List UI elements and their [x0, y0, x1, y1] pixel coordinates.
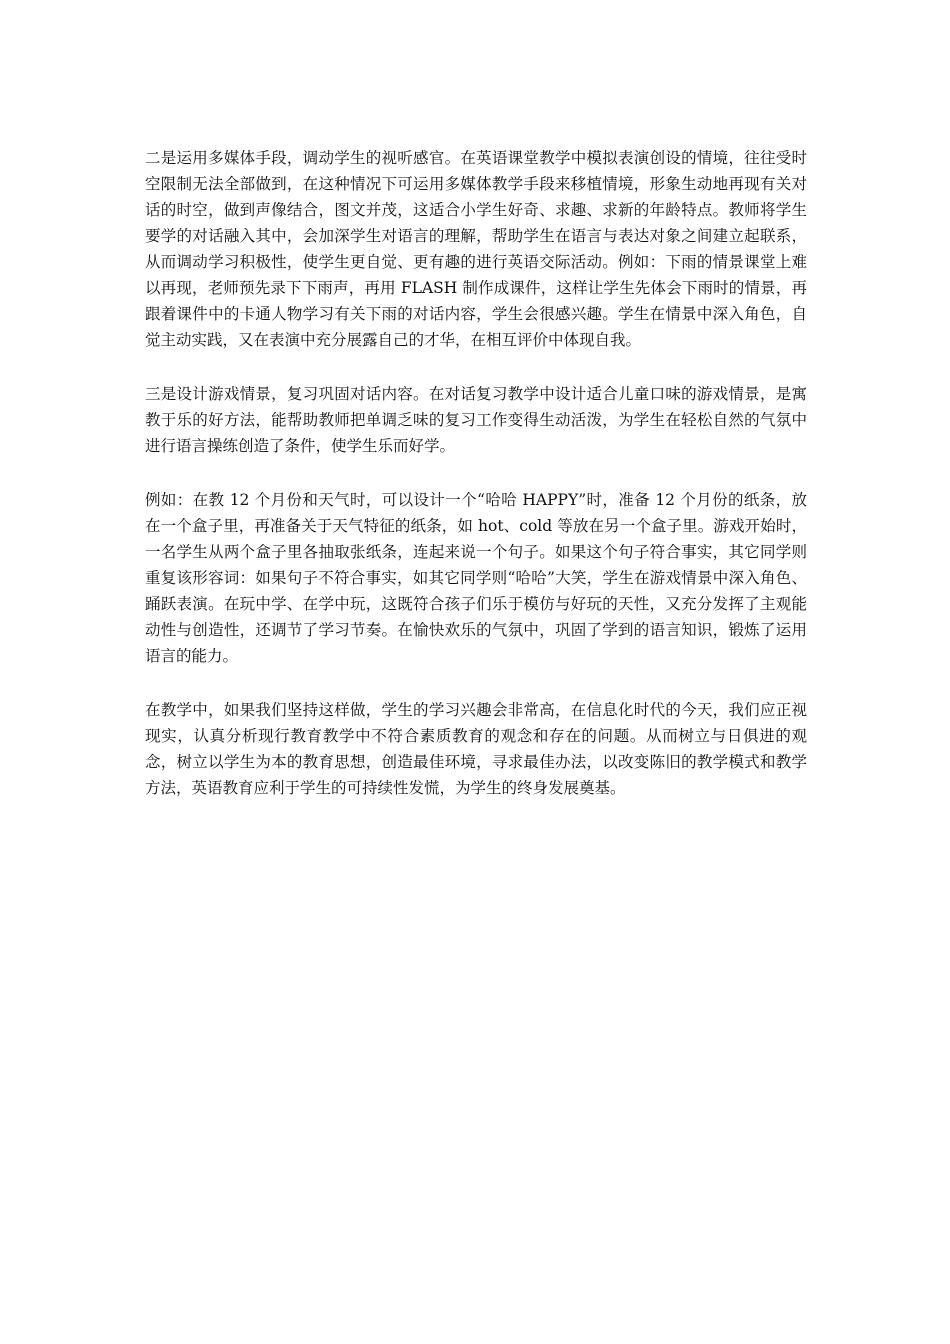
paragraph-conclusion: 在教学中，如果我们坚持这样做，学生的学习兴趣会非常高，在信息化时代的今天，我们应正视现实，认真分析现行教育教学中不符合素质教育的观念和存在的问题。从而树立与日俱进的观念，树立以学生为本的教育思想，创造最佳环境，寻求最佳办法，以改变陈旧的教学模式和教学方法，英语教育应利于学生的可持续性发慌，为学生的终身发展奠基。: [145, 701, 807, 797]
paragraph-example: 例如：在教 12 个月份和天气时，可以设计一个“哈哈 HAPPY”时，准备 12 个月份的纸条，放在一个盒子里，再准备关于天气特征的纸条，如 hot、cold 等放在另一个盒子里。游戏开始时，一名学生从两个盒子里各抽取张纸条，连起来说一个句子。如果这个句子符合事实，其它同学则重复该形容词：如果句子不符合事实，如其它同学则“哈哈”大笑，学生在游戏情景中深入角色、踊跃表演。在玩中学、在学中玩，这既符合孩子们乐于模仿与好玩的天性，又充分发挥了主观能动性与创造性，还调节了学习节奏。在愉快欢乐的气氛中，巩固了学到的语言知识，锻炼了运用语言的能力。: [145, 491, 807, 665]
paragraph-multimedia: 二是运用多媒体手段，调动学生的视听感官。在英语课堂教学中模拟表演创设的情境，往往受时空限制无法全部做到，在这种情况下可运用多媒体教学手段来移植情境，形象生动地再现有关对话的时空，做到声像结合，图文并茂，这适合小学生好奇、求趣、求新的年龄特点。教师将学生要学的对话融入其中，会加深学生对语言的理解，帮助学生在语言与表达对象之间建立起联系，从而调动学习积极性，使学生更自觉、更有趣的进行英语交际活动。例如：下雨的情景课堂上难以再现，老师预先录下下雨声，再用 FLASH 制作成课件，这样让学生先体会下雨时的情景，再跟着课件中的卡通人物学习有关下雨的对话内容，学生会很感兴趣。学生在情景中深入角色，自觉主动实践，又在表演中充分展露自己的才华，在相互评价中体现自我。: [145, 149, 807, 349]
paragraph-game-scenario: 三是设计游戏情景，复习巩固对话内容。在对话复习教学中设计适合儿童口味的游戏情景，是寓教于乐的好方法，能帮助教师把单调乏味的复习工作变得生动活泼，为学生在轻松自然的气氛中进行语言操练创造了条件，使学生乐而好学。: [145, 385, 807, 455]
document-body: [145, 145, 807, 829]
